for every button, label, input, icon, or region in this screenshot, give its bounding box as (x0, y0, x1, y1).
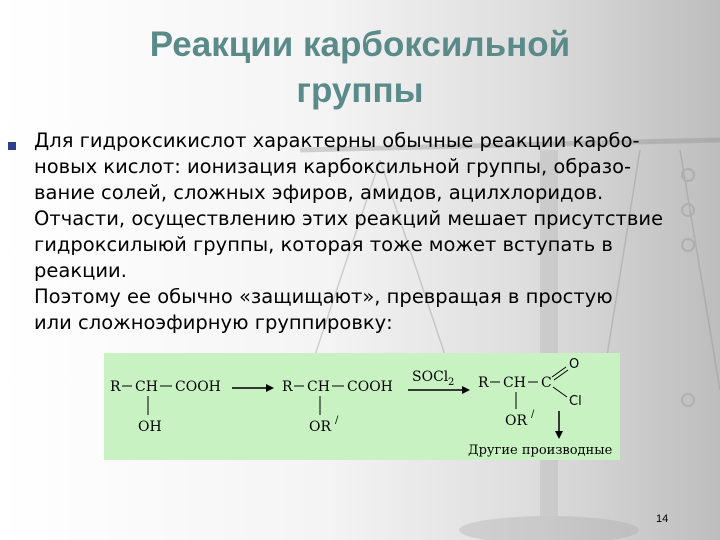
body-line: Для гидроксикислот характерны обычные реакции карбо- (34, 129, 640, 152)
reaction-scheme (104, 353, 620, 460)
formula-or: OR (309, 419, 332, 435)
formula-r3: R (478, 375, 489, 391)
body-line: вание солей, сложных эфиров, амидов, ацилхлоридов. (34, 181, 604, 204)
bond-line (554, 370, 568, 380)
arrow-head-icon (266, 384, 274, 392)
formula-cl3: Cl (569, 394, 582, 409)
formula-c3: C (541, 375, 552, 391)
reaction-scheme-diagram (104, 353, 620, 460)
formula-cooh1: COOH (175, 379, 221, 395)
bond-line (552, 367, 566, 377)
body-line: новых кислот: ионизация карбоксильной группы, образо- (34, 155, 632, 178)
formula-oh: OH (138, 419, 162, 435)
formula-or3: OR (505, 413, 528, 429)
body-line: Поэтому ее обычно «защищают», превращая в простую (34, 285, 613, 308)
slide-title (60, 22, 660, 114)
bond-line (553, 387, 567, 397)
reagent-subscript: 2 (448, 377, 455, 388)
arrow-head-icon (462, 386, 470, 394)
formula-ch2: CH (307, 379, 330, 395)
formula-r2: R (282, 379, 293, 395)
body-line: или сложноэфирную группировку: (34, 311, 393, 334)
arrow-head-icon (555, 431, 563, 439)
formula-o3: O (569, 357, 580, 372)
body-line: гидроксилыюй группы, которая тоже может вступать в (34, 233, 613, 256)
formula-prime3: / (531, 409, 535, 420)
formula-ch1: CH (135, 379, 158, 395)
formula-cooh2: COOH (347, 379, 393, 395)
title-line-1: Реакции карбоксильной (149, 25, 571, 64)
formula-r1: R (110, 379, 121, 395)
formula-prime: / (335, 415, 339, 426)
title-line-2: группы (296, 71, 424, 110)
formula-ch3: CH (503, 375, 526, 391)
page-number: 14 (656, 513, 669, 525)
body-line: Отчасти, осуществлению этих реакций мешает присутствие (34, 207, 664, 230)
other-derivatives-label: Другие производные (468, 443, 613, 458)
slide-body-text (34, 128, 714, 336)
body-line: реакции. (34, 259, 127, 282)
bullet-square-icon (8, 142, 16, 150)
reagent-socl: SOCl (412, 369, 449, 385)
